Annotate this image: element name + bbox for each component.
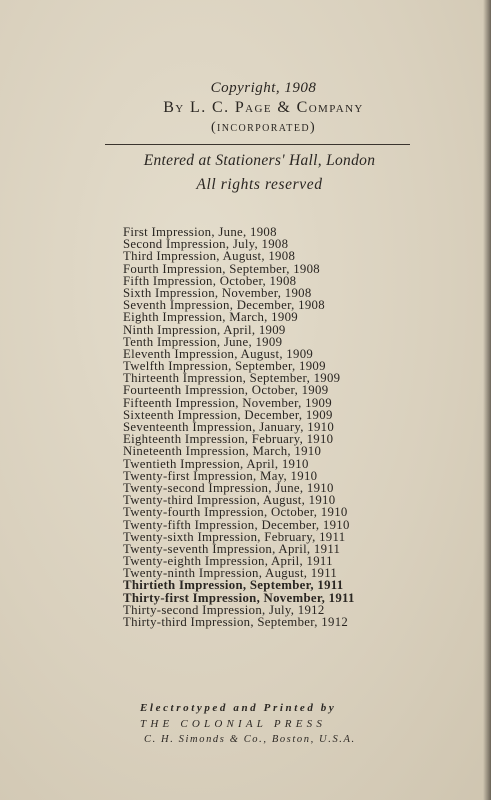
copyright-block (0, 78, 491, 138)
publisher-line: By L. C. Page & Company (163, 99, 364, 116)
impression-item: Twenty-third Impression, August, 1910 (123, 493, 336, 508)
impression-item: Seventh Impression, December, 1908 (123, 298, 325, 313)
impression-item: Twenty-fifth Impression, December, 1910 (123, 517, 350, 532)
impression-item: Sixteenth Impression, December, 1909 (123, 407, 333, 422)
impression-item: Eleventh Impression, August, 1909 (123, 346, 314, 361)
imprint-line-1: Electrotyped and Printed by (140, 702, 337, 714)
impression-item: Twenty-first Impression, May, 1910 (123, 468, 318, 483)
impression-item: Twentieth Impression, April, 1910 (123, 456, 309, 471)
impressions-list (123, 226, 355, 628)
impression-item: Nineteenth Impression, March, 1910 (123, 444, 322, 459)
impression-item: Twelfth Impression, September, 1909 (123, 359, 326, 374)
impression-item: Twenty-fourth Impression, October, 1910 (123, 505, 348, 520)
printer-imprint (140, 700, 390, 748)
impression-item: Twenty-second Impression, June, 1910 (123, 480, 334, 495)
stationers-hall-text: Entered at Stationers' Hall, London (143, 152, 376, 169)
impression-item: First Impression, June, 1908 (123, 225, 277, 239)
impression-item: Thirty-first Impression, November, 1911 (123, 590, 355, 605)
impression-item: Tenth Impression, June, 1909 (123, 334, 283, 349)
impression-item: Thirtieth Impression, September, 1911 (123, 578, 344, 593)
rights-text: All rights reserved (196, 176, 323, 193)
impression-item: Fifth Impression, October, 1908 (123, 273, 297, 288)
impression-item: Fourteenth Impression, October, 1909 (123, 383, 329, 398)
impression-item: Fifteenth Impression, November, 1909 (123, 395, 332, 410)
top-rule (105, 144, 410, 145)
impression-item: Eighth Impression, March, 1909 (123, 310, 298, 325)
impression-item: Twenty-eighth Impression, April, 1911 (123, 554, 333, 569)
impression-item: Seventeenth Impression, January, 1910 (123, 420, 335, 434)
impression-item: Twenty-sixth Impression, February, 1911 (123, 529, 346, 544)
impression-item: Twenty-ninth Impression, August, 1911 (123, 566, 338, 581)
impression-item: Ninth Impression, April, 1909 (123, 322, 286, 337)
impression-item: Twenty-seventh Impression, April, 1911 (123, 541, 341, 556)
impression-item: Second Impression, July, 1908 (123, 237, 289, 252)
stationers-hall-line (0, 151, 491, 171)
impression-item: Third Impression, August, 1908 (123, 249, 296, 264)
impression-item: Sixth Impression, November, 1908 (123, 285, 312, 300)
impression-item: Thirteenth Impression, September, 1909 (123, 371, 341, 386)
impression-item: Thirty-third Impression, September, 1912 (123, 615, 349, 629)
imprint-line-3: C. H. Simonds & Co., Boston, U.S.A. (144, 734, 356, 745)
incorporated-line: (incorporated) (210, 120, 317, 135)
imprint-line-2: THE COLONIAL PRESS (140, 718, 327, 730)
impression-item: Eighteenth Impression, February, 1910 (123, 432, 334, 447)
impression-item: Fourth Impression, September, 1908 (123, 261, 320, 276)
impression-item: Thirty-second Impression, July, 1912 (123, 602, 325, 617)
copyright-line: Copyright, 1908 (210, 80, 317, 96)
rights-line (0, 175, 491, 195)
